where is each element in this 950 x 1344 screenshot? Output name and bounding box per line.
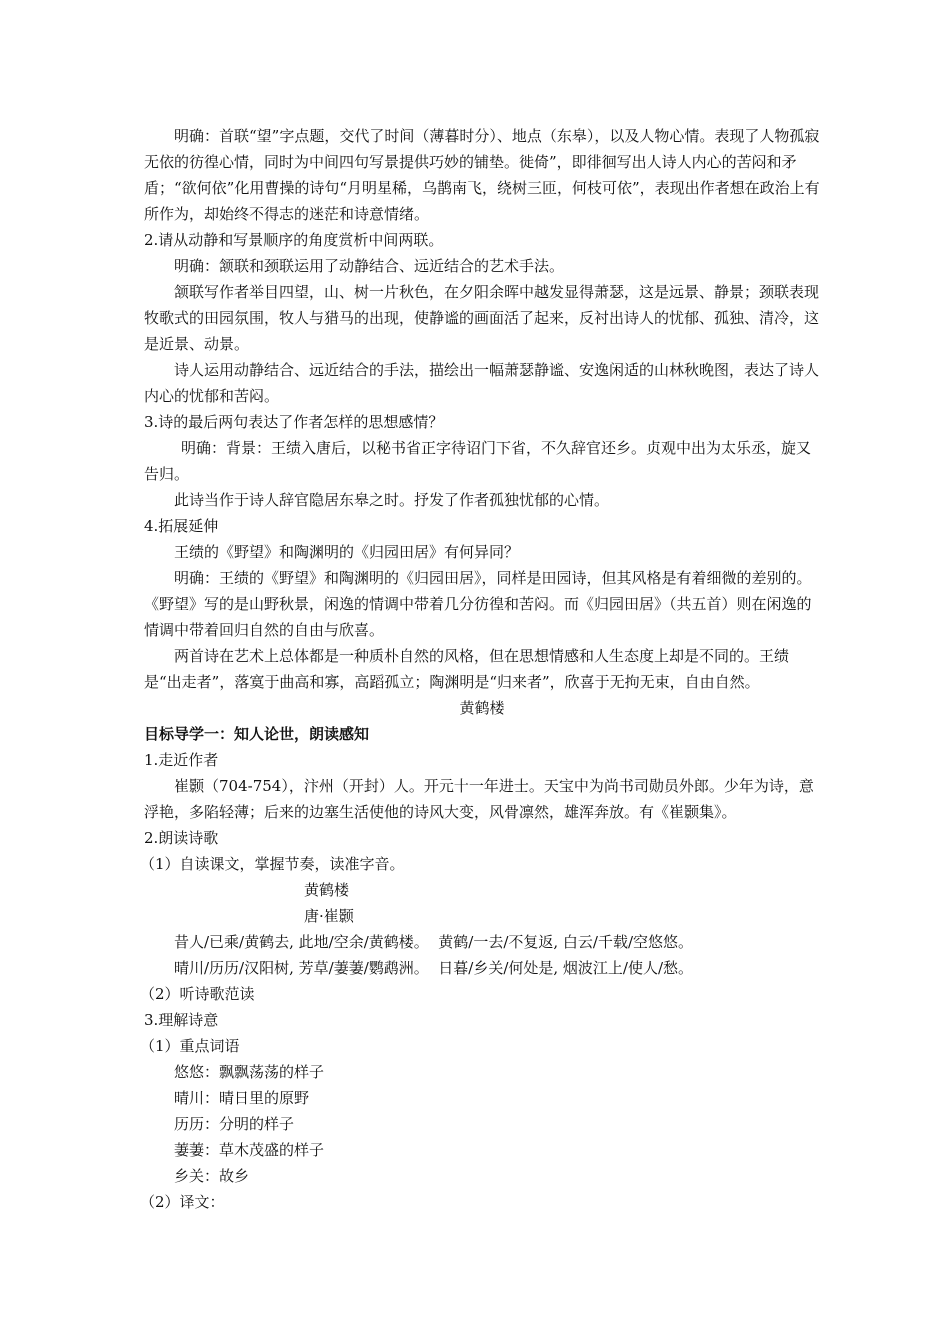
goal-heading: 目标导学一：知人论世，朗读感知 xyxy=(144,725,370,743)
step-heading: 1.走近作者 xyxy=(144,751,219,769)
poem-line: 昔人/已乘/黄鹤去, 此地/空余/黄鹤楼。 黄鹤/一去/不复返, 白云/千载/空悠悠。 xyxy=(174,933,694,951)
answer-paragraph: 明确：王绩的《野望》和陶渊明的《归园田居》，同样是田园诗，但其风格是有着细微的差别的。《野望》写的是山野秋景，闲逸的情调中带着几分彷徨和苦闷。而《归园田居》（共五首）则在闲逸的情调中带着回归自然的自由与欣喜。 xyxy=(144,569,812,639)
document-page xyxy=(140,123,820,1215)
vocab-item: 乡关：故乡 xyxy=(174,1167,250,1185)
answer-paragraph: 明确：背景：王绩入唐后，以秘书省正字待诏门下省，不久辞官还乡。贞观中出为太乐丞，旋又告归。 xyxy=(144,439,812,483)
sub-step: （2）听诗歌范读 xyxy=(140,985,255,1003)
answer-paragraph: 两首诗在艺术上总体都是一种质朴自然的风格，但在思想情感和人生态度上却是不同的。王绩是“出走者”，落寞于曲高和寡，高蹈孤立；陶渊明是“归来者”，欣喜于无拘无束，自由自然。 xyxy=(144,647,790,691)
vocab-item: 历历：分明的样子 xyxy=(174,1115,295,1133)
author-intro: 崔颢（704-754），汴州（开封）人。开元十一年进士。天宝中为尚书司勋员外郎。少年为诗，意浮艳，多陷轻薄；后来的边塞生活使他的诗风大变，风骨凛然，雄浑奔放。有《崔颢集》。 xyxy=(144,777,814,821)
step-heading: 3.理解诗意 xyxy=(144,1011,219,1029)
answer-paragraph: 明确：颔联和颈联运用了动静结合、远近结合的艺术手法。 xyxy=(174,257,565,275)
poem-line: 晴川/历历/汉阳树, 芳草/萋萋/鹦鹉洲。 日暮/乡关/何处是, 烟波江上/使人/愁。 xyxy=(174,959,694,977)
step-heading: 2.朗读诗歌 xyxy=(144,829,219,847)
sub-step: （1）重点词语 xyxy=(140,1037,240,1055)
answer-paragraph: 王绩的《野望》和陶渊明的《归园田居》有何异同？ xyxy=(174,543,520,561)
question-heading: 2.请从动静和写景顺序的角度赏析中间两联。 xyxy=(144,231,444,249)
answer-paragraph: 此诗当作于诗人辞官隐居东皋之时。抒发了作者孤独忧郁的心情。 xyxy=(174,491,610,509)
sub-step: （1）自读课文，掌握节奏，读准字音。 xyxy=(140,855,405,873)
vocab-item: 萋萋：草木茂盛的样子 xyxy=(174,1141,325,1159)
question-heading: 3.诗的最后两句表达了作者怎样的思想感情？ xyxy=(144,413,444,431)
poem-title: 黄鹤楼 xyxy=(304,881,350,899)
answer-paragraph: 颔联写作者举目四望，山、树一片秋色，在夕阳余晖中越发显得萧瑟，这是远景、静景；颈联表现牧歌式的田园氛围，牧人与猎马的出现，使静谧的画面活了起来，反衬出诗人的忧郁、孤独、清冷，这是近景、动景。 xyxy=(144,283,820,353)
section-title: 黄鹤楼 xyxy=(459,699,505,717)
answer-paragraph: 明确：首联“望”字点题，交代了时间（薄暮时分）、地点（东皋），以及人物心情。表现了人物孤寂无依的彷徨心情，同时为中间四句写景提供巧妙的铺垫。徙倚”，即徘徊写出人诗人内心的苦闷和矛盾；“欲何依”化用曹操的诗句“月明星稀，乌鹊南飞，绕树三匝，何枝可依”，表现出作者想在政治上有所作为，却始终不得志的迷茫和诗意情绪。 xyxy=(144,127,820,223)
answer-paragraph: 诗人运用动静结合、远近结合的手法，描绘出一幅萧瑟静谧、安逸闲适的山林秋晚图，表达了诗人内心的忧郁和苦闷。 xyxy=(144,361,820,405)
sub-step: （2）译文： xyxy=(140,1193,225,1211)
vocab-item: 晴川：晴日里的原野 xyxy=(174,1089,310,1107)
poem-author: 唐·崔颢 xyxy=(304,907,354,925)
vocab-item: 悠悠：飘飘荡荡的样子 xyxy=(174,1063,325,1081)
question-heading: 4.拓展延伸 xyxy=(144,517,219,535)
